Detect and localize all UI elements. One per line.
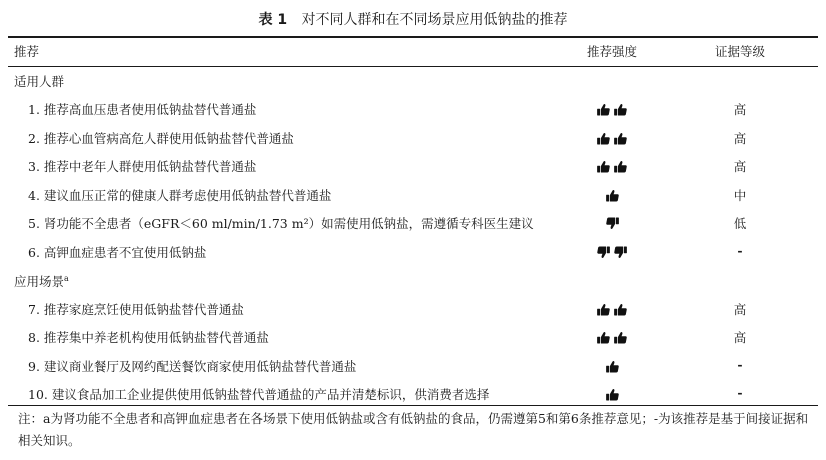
strength-cell [572, 185, 652, 204]
table-row [0, 295, 826, 323]
col-header-strength: 推荐强度 [586, 44, 637, 59]
recommendation-text: 1. 推荐高血压患者使用低钠盐替代普通盐 [28, 102, 257, 117]
strength-cell [572, 299, 652, 318]
col-header-recommendation: 推荐 [14, 44, 40, 59]
table-row [0, 152, 826, 180]
evidence-level: 低 [733, 216, 747, 232]
evidence-level: 高 [733, 301, 747, 317]
thumb-down-icon [596, 245, 611, 260]
strength-cell [572, 356, 652, 375]
thumb-up-icon [596, 102, 611, 117]
table-row [0, 323, 826, 351]
section-title: 适用人群 [14, 74, 65, 89]
table-title: 对不同人群和在不同场景应用低钠盐的推荐 [301, 12, 568, 28]
thumb-up-icon [596, 159, 611, 174]
evidence-level: - [737, 385, 743, 401]
evidence-level: 高 [733, 130, 747, 146]
thumb-up-icon [613, 302, 628, 317]
thumb-down-icon [605, 216, 620, 231]
thumb-up-icon [605, 188, 620, 203]
strength-cell [572, 99, 652, 118]
table-row [0, 352, 826, 380]
recommendation-text: 2. 推荐心血管病高危人群使用低钠盐替代普通盐 [28, 130, 294, 146]
recommendation-text: 4. 建议血压正常的健康人群考虑使用低钠盐替代普通盐 [28, 187, 332, 203]
evidence-level: 中 [733, 187, 747, 203]
table-row [0, 181, 826, 209]
section-title: 应用场景$^a$ [14, 273, 69, 289]
evidence-level: 高 [733, 330, 747, 346]
thumb-down-icon [613, 245, 628, 260]
table-row [0, 209, 826, 237]
recommendation-text: 8. 推荐集中养老机构使用低钠盐替代普通盐 [28, 330, 269, 346]
thumb-up-icon [613, 131, 628, 146]
recommendation-text: 6. 高钾血症患者不宜使用低钠盐 [28, 245, 207, 260]
thumb-up-icon [596, 131, 611, 146]
thumb-up-icon [605, 359, 620, 374]
thumb-up-icon [596, 302, 611, 317]
recommendation-text: 7. 推荐家庭烹饪使用低钠盐替代普通盐 [28, 301, 244, 317]
evidence-level: - [737, 243, 743, 258]
strength-cell [572, 128, 652, 147]
table-row [0, 238, 826, 266]
strength-cell [572, 213, 652, 232]
thumb-up-icon [613, 159, 628, 174]
thumb-up-icon [613, 102, 628, 117]
recommendation-text: 9. 建议商业餐厅及网约配送餐饮商家使用低钠盐替代普通盐 [28, 358, 357, 374]
strength-cell [572, 242, 652, 261]
bottom-rule [8, 405, 818, 406]
strength-cell [572, 384, 652, 403]
section-header [0, 67, 826, 95]
table-row [0, 95, 826, 123]
strength-cell [572, 156, 652, 175]
table-row [0, 124, 826, 152]
evidence-level: - [737, 356, 743, 372]
evidence-level: 高 [733, 102, 747, 117]
top-rule [8, 36, 818, 38]
recommendation-text: 3. 推荐中老年人群使用低钠盐替代普通盐 [28, 159, 257, 175]
thumb-up-icon [596, 330, 611, 345]
section-title-sup: a [64, 273, 69, 283]
strength-cell [572, 327, 652, 346]
recommendation-text: 5. 肾功能不全患者（eGFR＜60 ml/min/1.73 m²）如需使用低钠盐，需遵循专科医生建议 [28, 216, 534, 232]
col-header-evidence: 证据等级 [714, 44, 765, 59]
table-caption [0, 9, 826, 29]
evidence-level: 高 [733, 159, 747, 175]
table-number: 表 1 [258, 12, 288, 28]
table-footnote: 注：a为肾功能不全患者和高钾血症患者在各场景下使用低钠盐或含有低钠盐的食品，仍需遵第5和第6条推荐意见；-为该推荐是基于间接证据和相关知识。 [18, 411, 809, 448]
section-header [0, 267, 826, 295]
recommendation-text: 10. 建议食品加工企业提供使用低钠盐替代普通盐的产品并清楚标识，供消费者选择 [28, 387, 490, 403]
thumb-up-icon [613, 330, 628, 345]
thumb-up-icon [605, 387, 620, 402]
